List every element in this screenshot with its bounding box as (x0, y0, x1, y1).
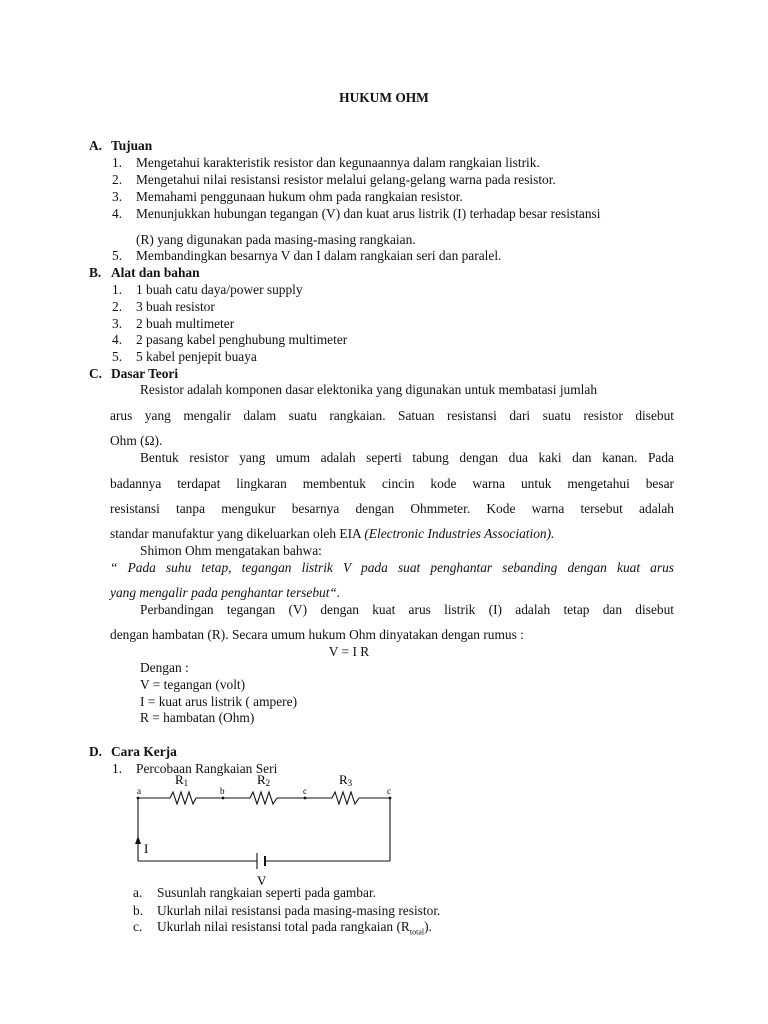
definitions-label: Dengan : (140, 660, 189, 675)
definition: R = hambatan (Ohm) (140, 710, 255, 725)
definition: V = tegangan (volt) (140, 677, 246, 692)
node-label: c (387, 786, 391, 796)
paragraph-line: Resistor adalah komponen dasar elektonika yang digunakan untuk membatasi jumlah (140, 382, 598, 397)
paragraph-line: dengan hambatan (R). Secara umum hukum Ohm dinyatakan dengan rumus : (110, 627, 524, 642)
definition: I = kuat arus listrik ( ampere) (140, 694, 298, 709)
node-label: c (303, 786, 307, 796)
paragraph-line: Bentuk resistor yang umum adalah seperti tabung dengan dua kaki dan kanan. Pada (140, 450, 674, 465)
current-label: I (144, 841, 149, 856)
voltage-label: V (257, 873, 267, 888)
resistor-label: R3 (339, 772, 353, 788)
paragraph-line: Ohm (Ω). (110, 433, 163, 448)
current-arrow (135, 836, 141, 844)
quote-line: yang mengalir pada penghantar tersebut“. (110, 585, 341, 600)
resistor-label: R1 (175, 772, 189, 788)
list-item-continuation: (R) yang digunakan pada masing-masing rangkaian. (136, 232, 416, 247)
paragraph-line: resistansi tanpa mengukur besarnya dengan Ohmmeter. Kode warna tersebut adalah (110, 501, 674, 516)
node-label: b (220, 786, 225, 796)
resistor-r3-symbol (332, 792, 359, 804)
paragraph-line: badannya terdapat lingkaran membentuk cincin kode warna untuk mengetahui besar (110, 476, 674, 491)
paragraph-line: Shimon Ohm mengatakan bahwa: (140, 543, 322, 558)
paragraph-line: standar manufaktur yang dikeluarkan oleh EIA (Electronic Industries Association). (110, 526, 555, 541)
node-label: a (137, 786, 141, 796)
resistor-label: R2 (257, 772, 271, 788)
quote-line: “ Pada suhu tetap, tegangan listrik V pada suat penghantar sebanding dengan kuat arus (110, 560, 674, 575)
series-circuit-diagram (120, 768, 410, 888)
page-title: HUKUM OHM (339, 90, 429, 105)
resistor-r2-symbol (250, 792, 277, 804)
paragraph-line: Perbandingan tegangan (V) dengan kuat arus listrik (I) adalah tetap dan disebut (140, 602, 674, 617)
resistor-r1-symbol (170, 792, 196, 804)
paragraph-line: arus yang mengalir dalam suatu rangkaian. Satuan resistansi dari suatu resistor disebut (110, 408, 674, 423)
formula: V = I R (328, 644, 370, 659)
